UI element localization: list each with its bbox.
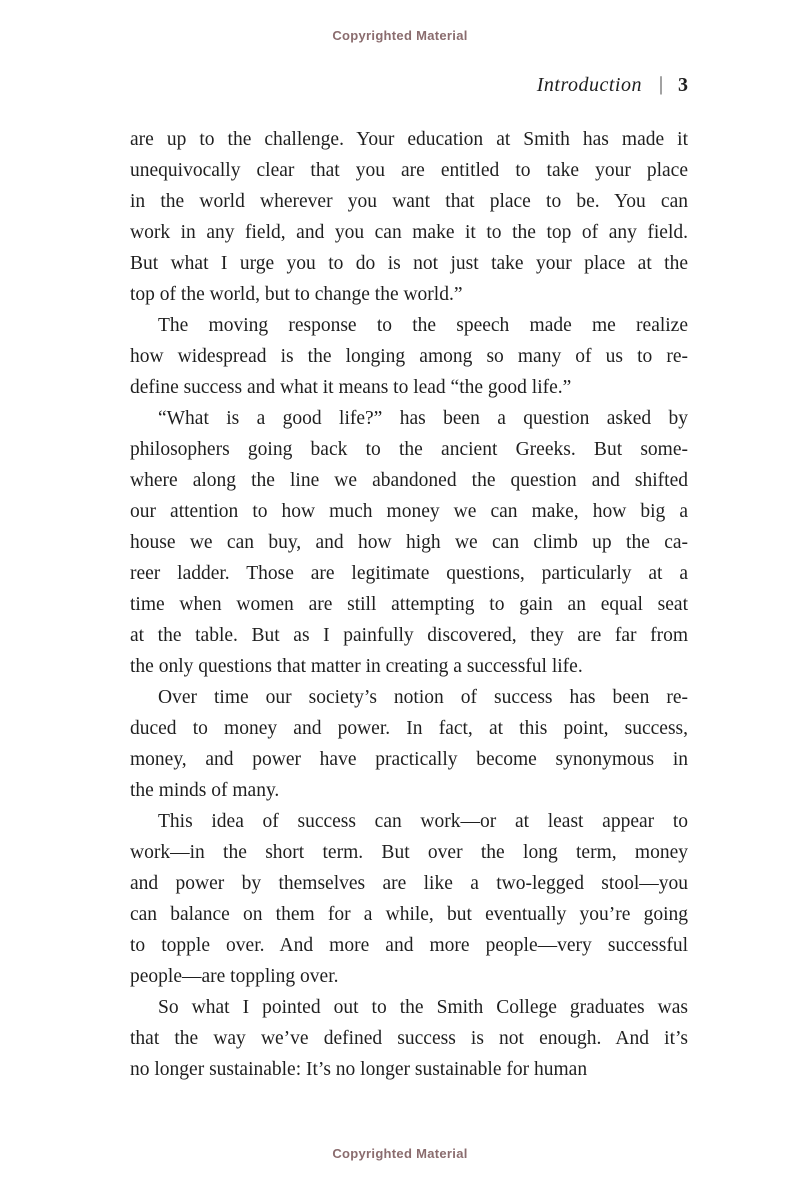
text-line: how widespread is the longing among so many of us to re-	[130, 346, 688, 367]
text-line: duced to money and power. In fact, at this point, success,	[130, 718, 688, 739]
text-line: The moving response to the speech made me realize	[158, 315, 688, 336]
text-line: house we can buy, and how high we can climb up the ca-	[130, 532, 688, 553]
text-line: at the table. But as I painfully discovered, they are far from	[130, 625, 688, 646]
text-line: can balance on them for a while, but eventually you’re going	[130, 904, 688, 925]
page-header	[537, 74, 688, 97]
text-line: top of the world, but to change the world.”	[130, 284, 463, 305]
page-number: 3	[678, 74, 688, 96]
body-text	[130, 124, 688, 1085]
text-line: money, and power have practically become synonymous in	[130, 749, 688, 770]
text-line: to topple over. And more and more people—very successful	[130, 935, 688, 956]
text-line: reer ladder. Those are legitimate questions, particularly at a	[130, 563, 688, 584]
text-line: philosophers going back to the ancient Greeks. But some-	[130, 439, 688, 460]
text-line: unequivocally clear that you are entitled to take your place	[130, 160, 688, 181]
copyright-notice-bottom: Copyrighted Material	[332, 1146, 468, 1161]
text-line: the only questions that matter in creating a successful life.	[130, 656, 583, 677]
text-line: our attention to how much money we can make, how big a	[130, 501, 688, 522]
text-line: work—in the short term. But over the long term, money	[130, 842, 688, 863]
text-line: are up to the challenge. Your education at Smith has made it	[130, 129, 688, 150]
text-line: define success and what it means to lead “the good life.”	[130, 377, 572, 398]
copyright-notice-top: Copyrighted Material	[332, 28, 468, 43]
text-line: people—are toppling over.	[130, 966, 339, 987]
text-line: where along the line we abandoned the question and shifted	[130, 470, 688, 491]
text-line: Over time our society’s notion of success has been re-	[158, 687, 688, 708]
text-line: the minds of many.	[130, 780, 280, 801]
text-line: work in any field, and you can make it to the top of any field.	[130, 222, 688, 243]
text-line: no longer sustainable: It’s no longer sustainable for human	[130, 1059, 588, 1080]
text-line: time when women are still attempting to gain an equal seat	[130, 594, 688, 615]
text-line: and power by themselves are like a two-legged stool—you	[130, 873, 688, 894]
text-line: in the world wherever you want that place to be. You can	[130, 191, 688, 212]
text-line: So what I pointed out to the Smith College graduates was	[158, 997, 688, 1018]
header-separator: |	[658, 73, 663, 95]
text-line: This idea of success can work—or at least appear to	[158, 811, 688, 832]
text-line: “What is a good life?” has been a question asked by	[158, 408, 688, 429]
text-line: But what I urge you to do is not just take your place at the	[130, 253, 688, 274]
text-line: that the way we’ve defined success is not enough. And it’s	[130, 1028, 688, 1049]
chapter-title: Introduction	[536, 74, 642, 96]
